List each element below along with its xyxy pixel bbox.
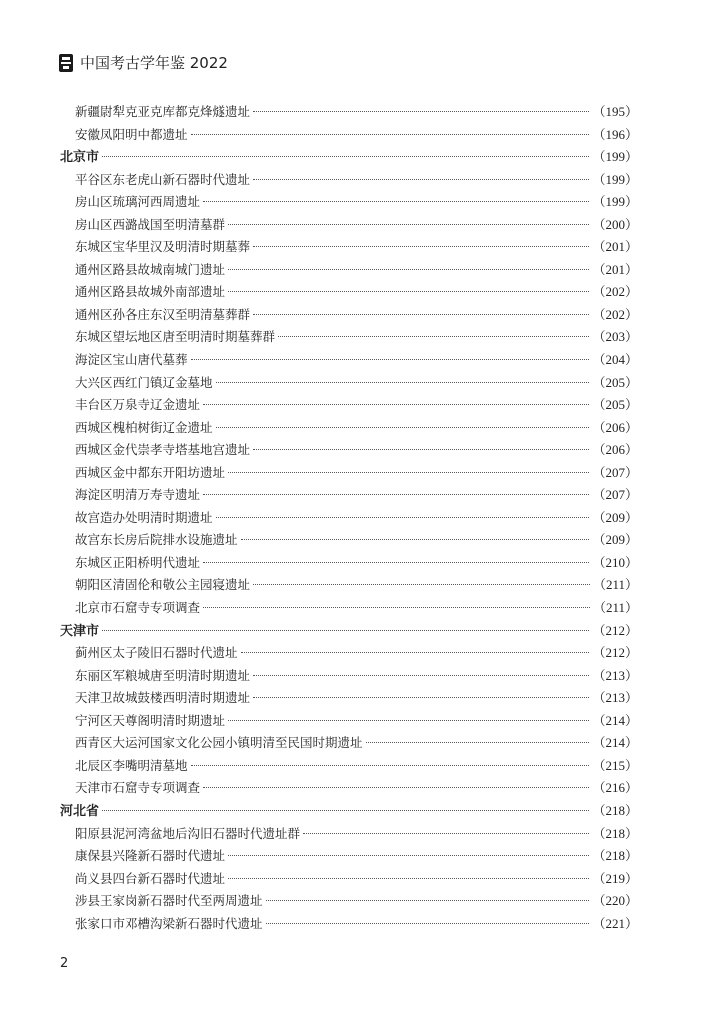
toc-entry-page: （195） — [592, 104, 638, 119]
toc-entry-page: （214） — [592, 735, 638, 751]
toc-entry-page: （207） — [592, 464, 638, 480]
toc-section-heading[interactable] — [60, 800, 638, 823]
yearbook-logo-icon — [58, 53, 74, 73]
toc-entry-title: 西城区金中都东开阳坊遗址 — [75, 464, 226, 480]
toc-entry[interactable] — [60, 732, 638, 755]
toc-entry-page: （218） — [592, 825, 638, 841]
toc-entry-page: （213） — [592, 667, 638, 683]
toc-entry[interactable] — [60, 710, 638, 733]
toc-entry-title: 康保县兴隆新石器时代遗址 — [75, 848, 226, 864]
dot-leader — [203, 562, 589, 563]
table-of-contents — [60, 101, 638, 935]
toc-entry[interactable] — [60, 191, 638, 214]
toc-entry[interactable] — [60, 462, 638, 485]
toc-entry-title: 北京市 — [60, 150, 100, 166]
toc-entry[interactable] — [60, 845, 638, 868]
toc-entry[interactable] — [60, 552, 638, 575]
toc-entry-title: 房山区西潞战国至明清墓群 — [75, 216, 226, 232]
toc-entry-title: 故宫造办处明清时期遗址 — [75, 509, 213, 525]
dot-leader — [228, 291, 589, 292]
toc-entry[interactable] — [60, 665, 638, 688]
toc-entry-page: （215） — [592, 757, 638, 773]
dot-leader — [253, 675, 589, 676]
toc-entry[interactable] — [60, 169, 638, 192]
dot-leader — [278, 336, 589, 337]
toc-entry-title: 河北省 — [60, 803, 100, 819]
toc-entry[interactable] — [60, 394, 638, 417]
dot-leader — [102, 156, 589, 157]
dot-leader — [191, 134, 590, 135]
toc-entry-title: 通州区路县故城南城门遗址 — [75, 261, 226, 277]
toc-entry-title: 故宫东长房后院排水设施遗址 — [75, 532, 238, 548]
toc-entry-page: （205） — [592, 397, 638, 413]
toc-entry-page: （213） — [592, 690, 638, 706]
toc-entry-page: （206） — [592, 419, 638, 435]
toc-entry-page: （212） — [592, 645, 638, 661]
toc-entry-title: 张家口市邓槽沟梁新石器时代遗址 — [75, 915, 263, 931]
dot-leader — [203, 404, 589, 405]
dot-leader — [253, 697, 589, 698]
toc-entry-title: 东城区望坛地区唐至明清时期墓葬群 — [75, 329, 276, 345]
toc-entry[interactable] — [60, 913, 638, 936]
toc-entry-page: （221） — [592, 915, 638, 931]
dot-leader — [203, 494, 589, 495]
toc-entry-title: 海淀区明清万寿寺遗址 — [75, 487, 201, 503]
toc-entry-title: 西青区大运河国家文化公园小镇明清至民国时期遗址 — [75, 735, 363, 751]
toc-entry-title: 通州区孙各庄东汉至明清墓葬群 — [75, 306, 251, 322]
toc-entry-title: 大兴区西红门镇辽金墓地 — [75, 374, 213, 390]
toc-entry-page: （200） — [592, 216, 638, 232]
toc-entry-page: （203） — [592, 329, 638, 345]
toc-entry-title: 蓟州区太子陵旧石器时代遗址 — [75, 645, 238, 661]
toc-entry-page: （205） — [592, 374, 638, 390]
toc-entry-title: 西城区金代崇孝寺塔基地宫遗址 — [75, 442, 251, 458]
dot-leader — [253, 111, 589, 112]
toc-entry-title: 阳原县泥河湾盆地后沟旧石器时代遗址群 — [75, 825, 301, 841]
toc-entry-title: 丰台区万泉寺辽金遗址 — [75, 397, 201, 413]
toc-entry[interactable] — [60, 529, 638, 552]
dot-leader — [228, 269, 589, 270]
toc-entry-page: （207） — [592, 487, 638, 503]
toc-entry[interactable] — [60, 823, 638, 846]
dot-leader — [228, 855, 589, 856]
dot-leader — [241, 652, 590, 653]
dot-leader — [253, 314, 589, 315]
toc-entry[interactable] — [60, 417, 638, 440]
toc-entry-page: （211） — [592, 577, 638, 593]
dot-leader — [216, 427, 590, 428]
toc-entry[interactable] — [60, 439, 638, 462]
page-header — [58, 52, 228, 73]
toc-entry-page: （199） — [592, 171, 638, 187]
toc-entry-title: 北京市石窟寺专项调查 — [75, 600, 201, 616]
toc-entry-page: （201） — [592, 239, 638, 255]
dot-leader — [253, 584, 590, 585]
dot-leader — [228, 224, 589, 225]
toc-entry[interactable] — [60, 574, 638, 597]
toc-entry-title: 通州区路县故城外南部遗址 — [75, 284, 226, 300]
dot-leader — [266, 923, 590, 924]
toc-entry[interactable] — [60, 755, 638, 778]
toc-entry[interactable] — [60, 259, 638, 282]
toc-entry[interactable] — [60, 304, 638, 327]
toc-entry-title: 天津卫故城鼓楼西明清时期遗址 — [75, 690, 251, 706]
dot-leader — [191, 765, 590, 766]
toc-entry-title: 平谷区东老虎山新石器时代遗址 — [75, 171, 251, 187]
toc-entry[interactable] — [60, 687, 638, 710]
toc-entry[interactable] — [60, 507, 638, 530]
toc-entry-page: （218） — [592, 848, 638, 864]
toc-entry-page: （218） — [592, 802, 638, 818]
toc-entry-title: 西城区槐柏树街辽金遗址 — [75, 419, 213, 435]
toc-entry-page: （199） — [592, 194, 638, 210]
toc-entry-page: （209） — [592, 509, 638, 525]
toc-entry-title: 朝阳区清固伦和敬公主园寝遗址 — [75, 577, 251, 593]
toc-entry[interactable] — [60, 349, 638, 372]
dot-leader — [253, 246, 589, 247]
toc-entry-title: 东城区正阳桥明代遗址 — [75, 554, 201, 570]
toc-entry-page: （202） — [592, 306, 638, 322]
toc-entry-title: 东丽区军粮城唐至明清时期遗址 — [75, 667, 251, 683]
dot-leader — [102, 630, 589, 631]
toc-entry-page: （202） — [592, 284, 638, 300]
toc-entry-title: 涉县王家岗新石器时代至两周遗址 — [75, 893, 263, 909]
toc-entry-page: （199） — [592, 149, 638, 165]
dot-leader — [216, 382, 590, 383]
toc-entry-title: 房山区琉璃河西周遗址 — [75, 194, 201, 210]
toc-entry-title: 天津市 — [60, 623, 100, 639]
toc-entry-page: （206） — [592, 442, 638, 458]
toc-entry-title: 北辰区李嘴明清墓地 — [75, 757, 188, 773]
dot-leader — [216, 517, 590, 518]
toc-entry-page: （209） — [592, 532, 638, 548]
book-title: 中国考古学年鉴 2022 — [80, 54, 228, 72]
toc-entry-page: （196） — [592, 126, 638, 142]
toc-entry-page: （210） — [592, 554, 638, 570]
toc-entry-page: （201） — [592, 261, 638, 277]
toc-entry[interactable] — [60, 101, 638, 124]
toc-entry[interactable] — [60, 777, 638, 800]
toc-entry-page: （219） — [592, 870, 638, 886]
dot-leader — [228, 720, 589, 721]
toc-entry-title: 宁河区天尊阁明清时期遗址 — [75, 712, 226, 728]
toc-entry-title: 尚义县四台新石器时代遗址 — [75, 870, 226, 886]
toc-entry-page: （204） — [592, 352, 638, 368]
toc-entry-page: （214） — [592, 712, 638, 728]
dot-leader — [253, 449, 589, 450]
toc-section-heading[interactable] — [60, 620, 638, 643]
dot-leader — [303, 833, 589, 834]
dot-leader — [228, 472, 589, 473]
toc-entry[interactable] — [60, 484, 638, 507]
toc-section-heading[interactable] — [60, 146, 638, 169]
toc-entry[interactable] — [60, 124, 638, 147]
toc-entry-title: 海淀区宝山唐代墓葬 — [75, 352, 188, 368]
toc-entry[interactable] — [60, 597, 638, 620]
dot-leader — [266, 900, 590, 901]
dot-leader — [253, 179, 589, 180]
toc-entry-title: 新疆尉犁克亚克库都克烽燧遗址 — [75, 104, 251, 119]
toc-entry[interactable] — [60, 326, 638, 349]
toc-entry[interactable] — [60, 236, 638, 259]
dot-leader — [203, 787, 589, 788]
dot-leader — [203, 201, 589, 202]
dot-leader — [102, 810, 589, 811]
dot-leader — [203, 607, 590, 608]
toc-entry-title: 天津市石窟寺专项调查 — [75, 780, 201, 796]
dot-leader — [228, 878, 589, 879]
toc-entry-page: （212） — [592, 622, 638, 638]
toc-entry-page: （211） — [592, 600, 638, 616]
dot-leader — [191, 359, 590, 360]
page-number: 2 — [60, 956, 69, 971]
toc-entry[interactable] — [60, 214, 638, 237]
toc-entry-title: 安徽凤阳明中都遗址 — [75, 126, 188, 142]
toc-entry-page: （216） — [592, 780, 638, 796]
toc-entry[interactable] — [60, 890, 638, 913]
toc-entry[interactable] — [60, 868, 638, 891]
toc-entry-title: 东城区宝华里汉及明清时期墓葬 — [75, 239, 251, 255]
toc-entry[interactable] — [60, 642, 638, 665]
dot-leader — [241, 539, 590, 540]
toc-entry[interactable] — [60, 281, 638, 304]
dot-leader — [366, 742, 590, 743]
toc-entry[interactable] — [60, 372, 638, 395]
toc-entry-page: （220） — [592, 893, 638, 909]
